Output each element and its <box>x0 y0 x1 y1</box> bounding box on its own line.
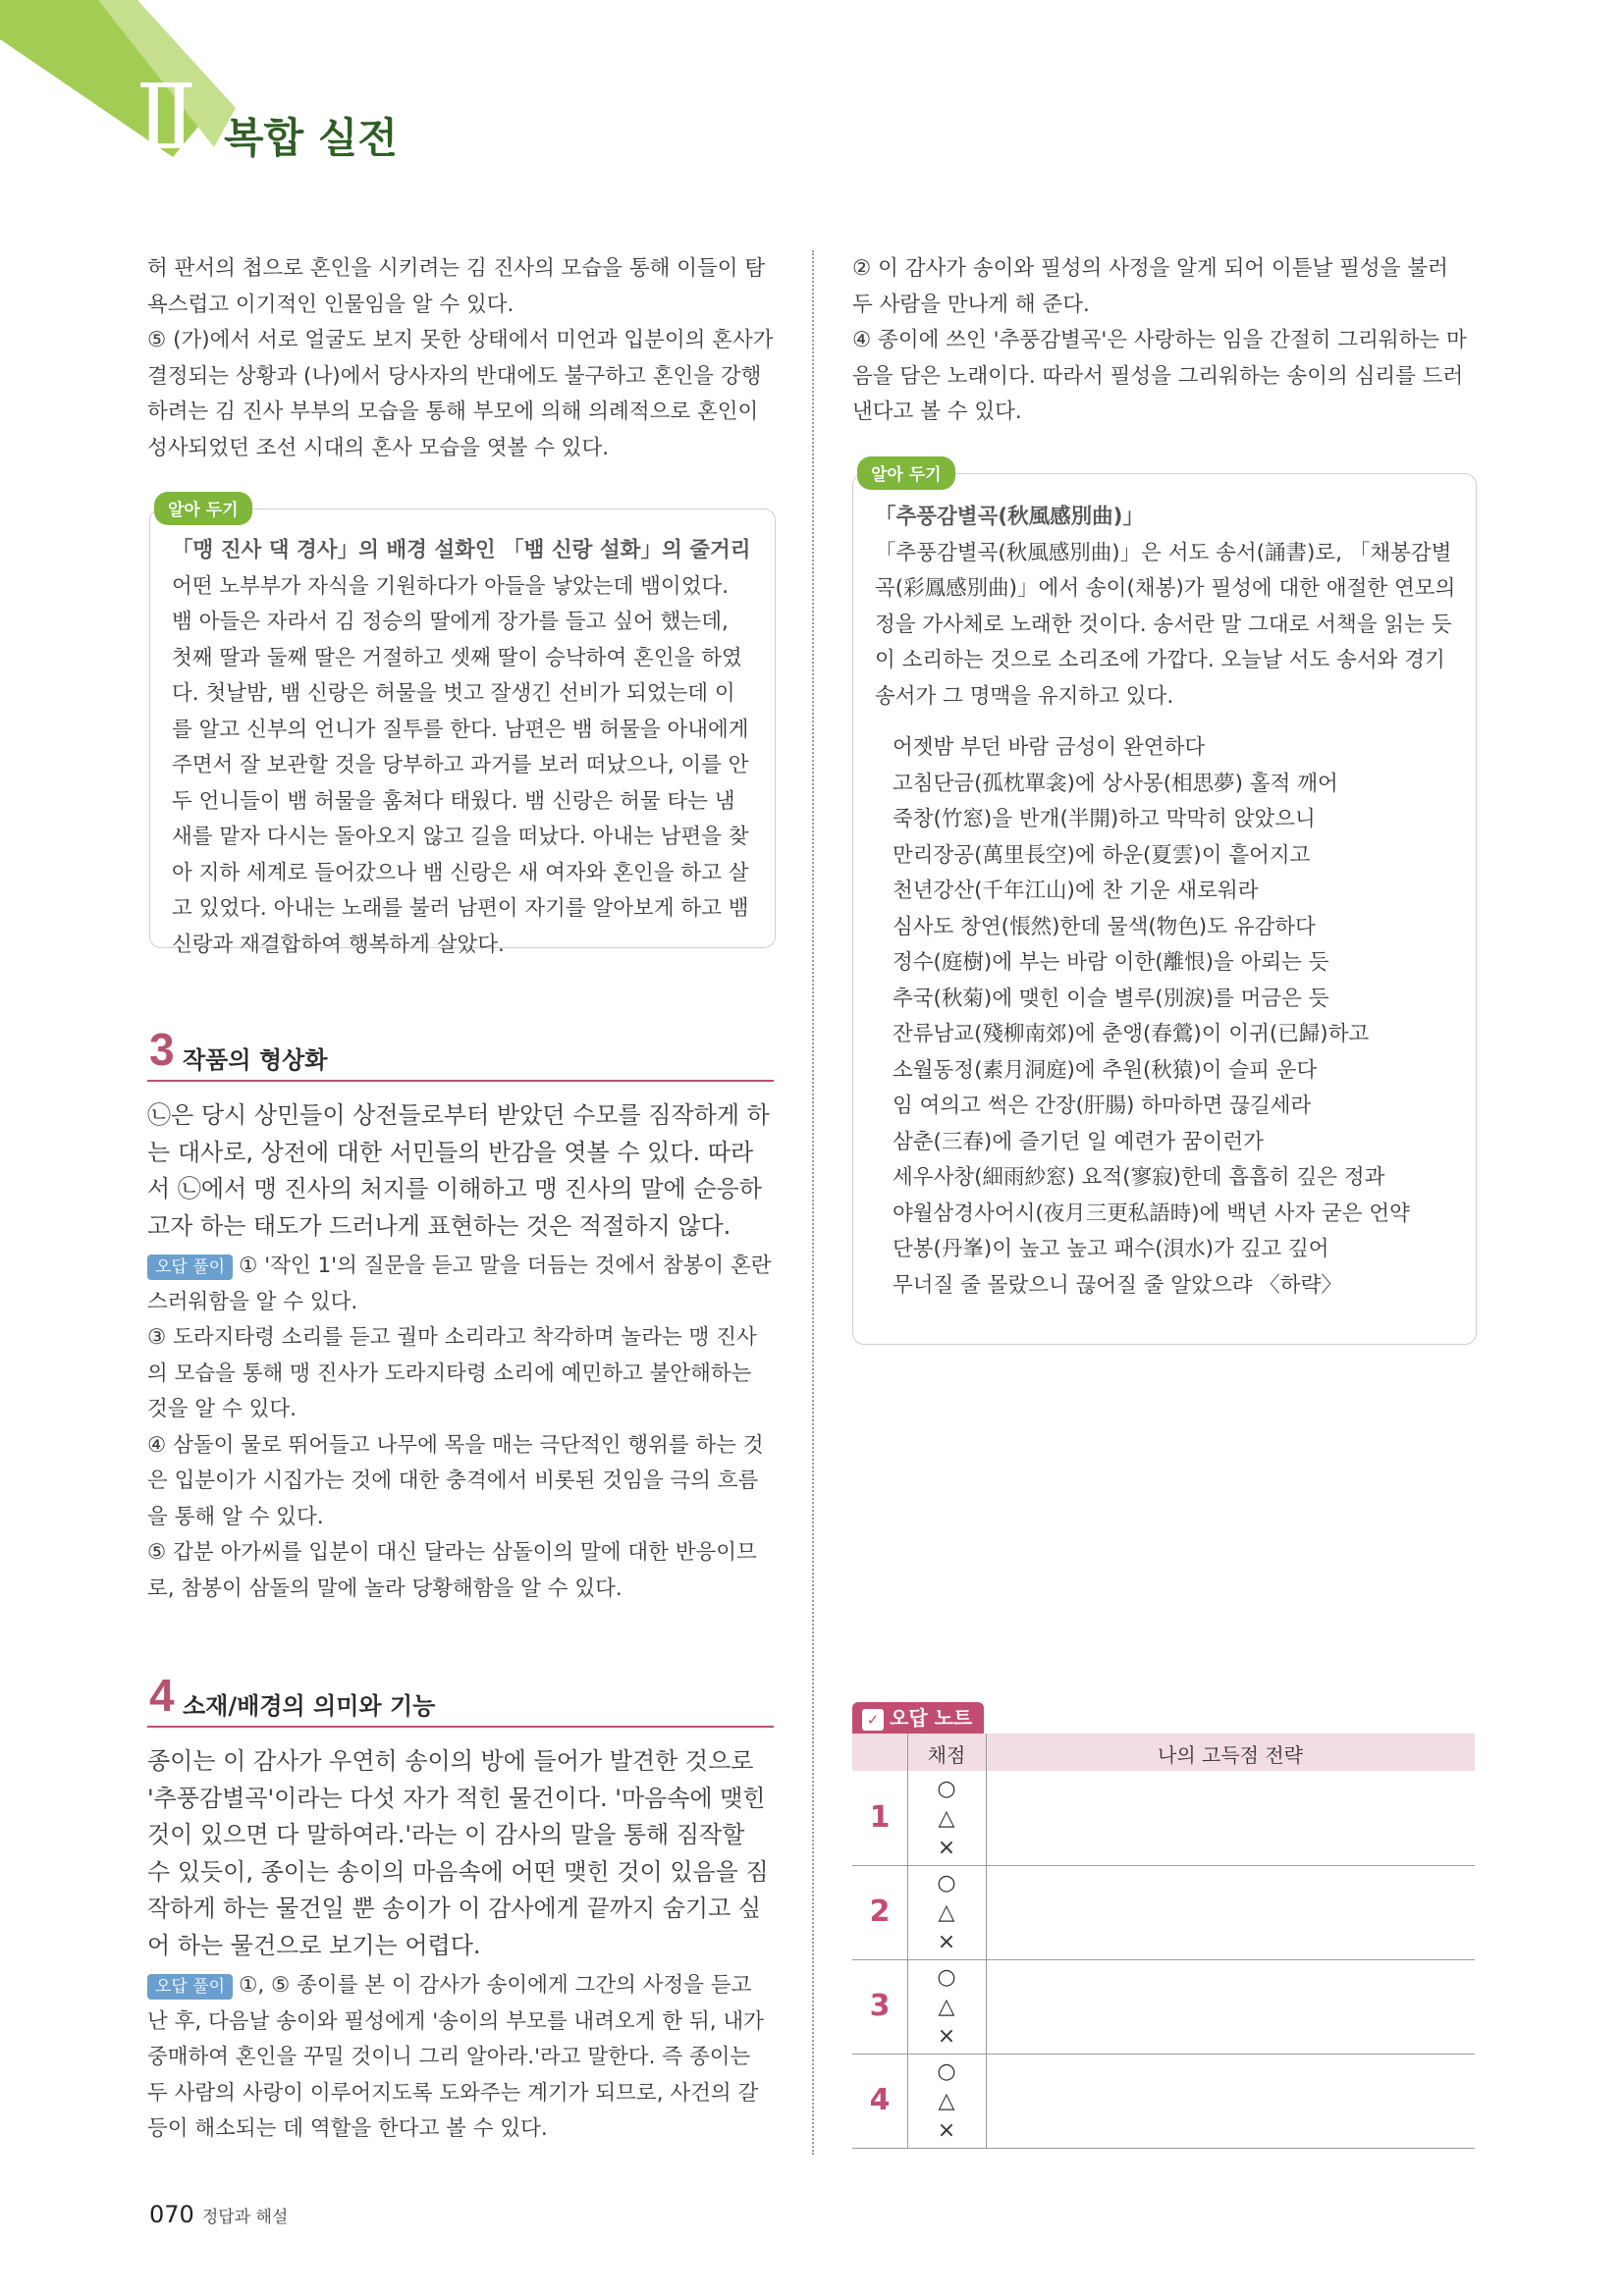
page-footer <box>149 2201 288 2228</box>
circle-mark[interactable]: ○ <box>937 1777 956 1801</box>
chapter-corner-decoration <box>0 0 255 170</box>
grading-column-header: 채점 <box>927 1743 966 1767</box>
row-number: 1 <box>869 1800 891 1835</box>
chapter-title: 복합 실전 <box>224 114 398 162</box>
footer-label: 정답과 해설 <box>201 2208 289 2227</box>
wrong-answer-note-header <box>852 1734 1475 1771</box>
note-row <box>852 1865 1475 1960</box>
section-4-body <box>147 1743 774 2148</box>
poem-line: 고침단금(孤枕單衾)에 상사몽(相思夢) 홀적 깨어 <box>893 771 1338 796</box>
triangle-mark[interactable]: △ <box>938 1995 955 2019</box>
explanation-item: ① '작인 1'의 질문을 듣고 말을 더듬는 것에서 참봉이 혼란스러워함을 알 수 있다. <box>147 1254 772 1314</box>
section-title: 소재/배경의 의미와 기능 <box>183 1692 436 1720</box>
circle-mark[interactable]: ○ <box>937 2059 956 2084</box>
poem-line: 추국(秋菊)에 맺힌 이슬 별루(別淚)를 머금은 듯 <box>893 986 1329 1011</box>
note-title: 「추풍감별곡(秋風感別曲)」 <box>875 505 1144 529</box>
paragraph: ④ 종이에 쓰인 '추풍감별곡'은 사랑하는 임을 간절히 그리워하는 마음을 담은 노래이다. 따라서 필성을 그리워하는 송이의 심리를 드러낸다고 볼 수 있다. <box>852 328 1467 424</box>
strategy-column-header: 나의 고득점 전략 <box>1158 1743 1303 1767</box>
circle-mark[interactable]: ○ <box>937 1965 956 1990</box>
explanation-item: ④ 삼돌이 물로 뛰어들고 나무에 목을 매는 극단적인 행위를 하는 것은 입분이가 시집가는 것에 대한 충격에서 비롯된 것임을 극의 흐름을 통해 알 수 있다. <box>147 1432 764 1529</box>
paragraph: 허 판서의 첩으로 혼인을 시키려는 김 진사의 모습을 통해 이들이 탐욕스럽고 이기적인 인물임을 알 수 있다. <box>147 256 766 317</box>
note-tab: 알아 두기 <box>154 492 252 525</box>
poem-line: 소월동정(素月洞庭)에 추원(秋猿)이 슬피 운다 <box>893 1057 1318 1083</box>
note-body: 「추풍감별곡(秋風感別曲)」은 서도 송서(誦書)로, 「채봉감별곡(彩鳳感別曲)」에서 송이(채봉)가 필성에 대한 애절한 연모의 정을 가사체로 노래한 것이다. 송서란 말 그대로 서책을 읽는 듯이 소리하는 것으로 소리조에 가깝다. 오늘날 서도 송서와 경기 송서가 그 명맥을 유지하고 있다. <box>875 540 1456 709</box>
paragraph: ② 이 감사가 송이와 필성의 사정을 알게 되어 이튿날 필성을 불러 두 사람을 만나게 해 준다. <box>852 256 1448 317</box>
poem-line: 삼춘(三春)에 즐기던 일 예련가 꿈이런가 <box>893 1129 1264 1154</box>
section-title: 작품의 형상화 <box>183 1046 328 1074</box>
section-4-heading <box>147 1670 774 1728</box>
poem-line: 잔류남교(殘柳南郊)에 춘앵(春鶯)이 이귀(已歸)하고 <box>893 1022 1370 1046</box>
poem-line: 세우사창(細雨紗窓) 요적(寥寂)한데 흡흡히 깊은 정과 <box>893 1165 1385 1190</box>
explanation-item: ③ 도라지타령 소리를 듣고 궐마 소리라고 착각하며 놀라는 맹 진사의 모습을 통해 맹 진사가 도라지타령 소리에 예민하고 불안해하는 것을 알 수 있다. <box>147 1325 757 1421</box>
note-tab: 알아 두기 <box>857 456 955 490</box>
wrong-answer-badge: 오답 풀이 <box>147 1974 233 2000</box>
note-row <box>852 2054 1475 2149</box>
x-mark[interactable]: × <box>937 2118 956 2143</box>
section-number: 3 <box>149 1024 175 1075</box>
page-number: 070 <box>149 2201 194 2228</box>
paragraph: ⑤ (가)에서 서로 얼굴도 보지 못한 상태에서 미언과 입분이의 혼사가 결정되는 상황과 (나)에서 당사자의 반대에도 불구하고 혼인을 강행하려는 김 진사 부부의 모습을 통해 부모에 의해 의례적으로 혼인이 성사되었던 조선 시대의 혼사 모습을 엿볼 수 있다. <box>147 328 774 460</box>
note-box-snake-groom <box>149 501 776 957</box>
poem-line: 만리장공(萬里長空)에 하운(夏雲)이 흩어지고 <box>893 842 1311 868</box>
section-main-text: ㉡은 당시 상민들이 상전들로부터 받았던 수모를 짐작하게 하는 대사로, 상전에 대한 서민들의 반감을 엿볼 수 있다. 따라서 ㉡에서 맹 진사의 처지를 이해하고 맹 진사의 말에 순응하고자 하는 태도가 드러나게 표현하는 것은 적절하지 않다. <box>147 1101 770 1240</box>
x-mark[interactable]: × <box>937 1836 956 1860</box>
poem-line: 야월삼경사어시(夜月三更私語時)에 백년 사자 굳은 언약 <box>893 1201 1410 1226</box>
note-title: 「맹 진사 댁 경사」의 배경 설화인 「뱀 신랑 설화」의 줄거리 <box>172 538 751 562</box>
poem <box>875 730 1456 1304</box>
note-box-chupung <box>852 465 1477 1345</box>
section-main-text: 종이는 이 감사가 우연히 송이의 방에 들어가 발견한 것으로 '추풍감별곡'이라는 다섯 자가 적힌 물건이다. '마음속에 맺힌 것이 있으면 다 말하여라.'라는 이 감사의 말을 통해 짐작할 수 있듯이, 종이는 송이의 마음속에 어떤 맺힌 것이 있음을 짐작하게 하는 물건일 뿐 송이가 이 감사에게 끝까지 숨기고 싶어 하는 물건으로 보기는 어렵다. <box>147 1747 769 1959</box>
triangle-mark[interactable]: △ <box>938 2089 955 2113</box>
note-row <box>852 1959 1475 2055</box>
poem-line: 단봉(丹峯)이 높고 높고 패수(浿水)가 깊고 깊어 <box>893 1237 1329 1261</box>
section-3-heading <box>147 1024 774 1082</box>
section-3-body <box>147 1097 774 1607</box>
left-top-text <box>147 251 774 466</box>
poem-line: 임 여의고 썩은 간장(肝腸) 하마하면 끊길세라 <box>893 1094 1312 1118</box>
wrong-answer-badge: 오답 풀이 <box>147 1255 233 1280</box>
explanation-item: ①, ⑤ 종이를 본 이 감사가 송이에게 그간의 사정을 듣고 난 후, 다음날 송이와 필성에게 '송이의 부모를 내려오게 한 뒤, 내가 중매하여 혼인을 꾸밀 것이니 그리 알아라.'라고 말한다. 즉 종이는 두 사람의 사랑이 이루어지도록 도와주는 계기가 되므로, 사건의 갈등이 해소되는 데 역할을 한다고 볼 수 있다. <box>147 1973 764 2141</box>
row-number: 4 <box>869 2083 891 2117</box>
poem-line: 천년강산(千年江山)에 찬 기운 새로워라 <box>893 879 1259 903</box>
chapter-roman-numeral: Ⅱ <box>135 65 193 170</box>
note-body: 어떤 노부부가 자식을 기원하다가 아들을 낳았는데 뱀이었다. 뱀 아들은 자라서 김 정승의 딸에게 장가를 들고 싶어 했는데, 첫째 딸과 둘째 딸은 거절하고 셋째 딸이 승낙하여 혼인을 하였다. 첫날밤, 뱀 신랑은 허물을 벗고 잘생긴 선비가 되었는데 이를 알고 신부의 언니가 질투를 한다. 남편은 뱀 허물을 아내에게 주면서 잘 보관할 것을 당부하고 과거를 보러 떠났으나, 이를 안 두 언니들이 뱀 허물을 훔쳐다 태웠다. 뱀 신랑은 허물 타는 냄새를 맡자 다시는 돌아오지 않고 길을 떠났다. 아내는 남편을 찾아 지하 세계로 들어갔으나 뱀 신랑은 새 여자와 혼인을 하고 살고 있었다. 아내는 노래를 불러 남편이 자기를 알아보게 하고 뱀 신랑과 재결합하여 행복하게 살았다. <box>172 573 749 957</box>
poem-line: 심사도 창연(悵然)한데 물색(物色)도 유감하다 <box>893 914 1316 939</box>
poem-line: 어젯밤 부던 바람 금성이 완연하다 <box>893 735 1206 760</box>
section-number: 4 <box>149 1670 175 1721</box>
x-mark[interactable]: × <box>937 1930 956 1954</box>
wrong-answer-note-tab <box>852 1702 984 1734</box>
triangle-mark[interactable]: △ <box>938 1806 955 1831</box>
right-top-text <box>852 251 1475 431</box>
row-number: 2 <box>869 1895 891 1929</box>
poem-line: 무너질 줄 몰랐으니 끊어질 줄 알았으랴 〈하략〉 <box>893 1272 1342 1298</box>
circle-mark[interactable]: ○ <box>937 1871 956 1896</box>
wrong-answer-note-label: 오답 노트 <box>890 1706 973 1730</box>
explanation-item: ⑤ 갑분 아가씨를 입분이 대신 달라는 삼돌이의 말에 대한 반응이므로, 참봉이 삼돌의 말에 놀라 당황해함을 알 수 있다. <box>147 1540 757 1601</box>
row-number: 3 <box>869 1989 891 2023</box>
poem-line: 죽창(竹窓)을 반개(半開)하고 막막히 앉았으니 <box>893 807 1316 831</box>
x-mark[interactable]: × <box>937 2024 956 2049</box>
column-divider <box>812 250 814 2155</box>
check-icon: ✓ <box>862 1709 884 1731</box>
triangle-mark[interactable]: △ <box>938 1900 955 1925</box>
poem-line: 정수(庭樹)에 부는 바람 이한(離恨)을 아뢰는 듯 <box>893 950 1329 975</box>
note-row <box>852 1771 1475 1866</box>
